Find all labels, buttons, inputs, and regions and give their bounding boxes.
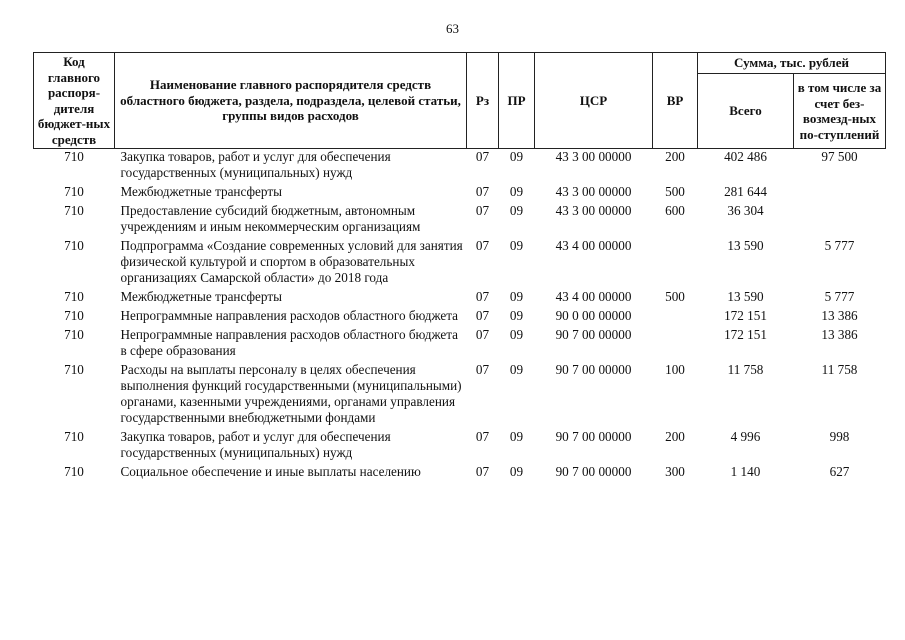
table-row bbox=[34, 429, 886, 464]
cell-free: 627 bbox=[829, 464, 850, 479]
cell-pr: 09 bbox=[509, 203, 524, 218]
cell-rz: 07 bbox=[475, 362, 490, 377]
cell-rz: 07 bbox=[475, 149, 490, 164]
cell-pr: 09 bbox=[509, 238, 524, 253]
cell-total: 4 996 bbox=[730, 429, 761, 444]
cell-code: 710 bbox=[64, 308, 84, 323]
cell-total: 11 758 bbox=[727, 362, 764, 377]
cell-code: 710 bbox=[64, 203, 84, 218]
cell-vr: 600 bbox=[665, 203, 685, 218]
header-rz: Рз bbox=[467, 53, 499, 149]
table-row bbox=[34, 327, 886, 362]
cell-code: 710 bbox=[64, 429, 84, 444]
cell-code: 710 bbox=[64, 362, 84, 377]
cell-total: 13 590 bbox=[727, 289, 764, 304]
cell-pr: 09 bbox=[509, 464, 524, 479]
table-row bbox=[34, 464, 886, 483]
cell-csr: 90 0 00 00000 bbox=[555, 308, 632, 323]
cell-csr: 90 7 00 00000 bbox=[555, 429, 632, 444]
cell-rz: 07 bbox=[475, 184, 490, 199]
table-row bbox=[34, 238, 886, 289]
cell-name: Закупка товаров, работ и услуг для обеспечения государственных (муниципальных) нужд bbox=[120, 429, 391, 460]
table-row bbox=[34, 308, 886, 327]
table-row bbox=[34, 362, 886, 429]
cell-pr: 09 bbox=[509, 429, 524, 444]
cell-vr: 300 bbox=[665, 464, 685, 479]
cell-total: 402 486 bbox=[724, 149, 767, 164]
cell-name: Предоставление субсидий бюджетным, автономным учреждениям и иным некоммерческим организациям bbox=[120, 203, 421, 234]
cell-vr: 200 bbox=[665, 429, 685, 444]
cell-vr bbox=[653, 327, 698, 362]
cell-name: Межбюджетные трансферты bbox=[120, 289, 282, 304]
cell-free: 97 500 bbox=[821, 149, 858, 164]
table-row bbox=[34, 289, 886, 308]
cell-csr: 90 7 00 00000 bbox=[555, 362, 632, 377]
cell-free: 11 758 bbox=[821, 362, 858, 377]
cell-total: 36 304 bbox=[727, 203, 764, 218]
table-row bbox=[34, 149, 886, 185]
cell-rz: 07 bbox=[475, 327, 490, 342]
cell-free: 5 777 bbox=[824, 238, 855, 253]
cell-name: Закупка товаров, работ и услуг для обеспечения государственных (муниципальных) нужд bbox=[120, 149, 391, 180]
cell-free bbox=[794, 203, 886, 238]
cell-vr bbox=[653, 238, 698, 289]
header-code: Код главного распоря-дителя бюджет-ных средств bbox=[34, 53, 115, 149]
cell-code: 710 bbox=[64, 238, 84, 253]
table-row bbox=[34, 184, 886, 203]
cell-name: Межбюджетные трансферты bbox=[120, 184, 282, 199]
cell-rz: 07 bbox=[475, 289, 490, 304]
cell-pr: 09 bbox=[509, 289, 524, 304]
cell-rz: 07 bbox=[475, 464, 490, 479]
cell-vr: 200 bbox=[665, 149, 685, 164]
cell-csr: 43 4 00 00000 bbox=[555, 238, 632, 253]
header-vr: ВР bbox=[653, 53, 698, 149]
cell-total: 281 644 bbox=[724, 184, 767, 199]
cell-total: 1 140 bbox=[730, 464, 761, 479]
cell-pr: 09 bbox=[509, 308, 524, 323]
cell-code: 710 bbox=[64, 289, 84, 304]
cell-vr: 100 bbox=[665, 362, 685, 377]
cell-total: 172 151 bbox=[724, 327, 767, 342]
header-pr: ПР bbox=[499, 53, 535, 149]
header-name: Наименование главного распорядителя средств областного бюджета, раздела, подраздела, целевой статьи, группы видов расходов bbox=[115, 53, 467, 149]
cell-code: 710 bbox=[64, 184, 84, 199]
cell-vr: 500 bbox=[665, 184, 685, 199]
page-number: 63 bbox=[446, 21, 459, 36]
cell-free: 5 777 bbox=[824, 289, 855, 304]
cell-vr: 500 bbox=[665, 289, 685, 304]
cell-free: 13 386 bbox=[821, 327, 858, 342]
cell-name: Социальное обеспечение и иные выплаты населению bbox=[120, 464, 421, 479]
header-sum: Сумма, тыс. рублей bbox=[698, 53, 886, 74]
cell-pr: 09 bbox=[509, 327, 524, 342]
cell-code: 710 bbox=[64, 464, 84, 479]
cell-free bbox=[794, 184, 886, 203]
cell-code: 710 bbox=[64, 327, 84, 342]
cell-csr: 43 3 00 00000 bbox=[555, 149, 632, 164]
cell-pr: 09 bbox=[509, 184, 524, 199]
cell-csr: 90 7 00 00000 bbox=[555, 327, 632, 342]
cell-vr bbox=[653, 308, 698, 327]
cell-name: Расходы на выплаты персоналу в целях обеспечения выполнения функций государственными (муниципальными) органами, казенными учреждениями, органами управления государственными внебюджетными фондами bbox=[120, 362, 462, 425]
cell-csr: 43 3 00 00000 bbox=[555, 203, 632, 218]
cell-csr: 43 3 00 00000 bbox=[555, 184, 632, 199]
budget-table bbox=[33, 52, 886, 483]
cell-free: 998 bbox=[829, 429, 850, 444]
header-csr: ЦСР bbox=[535, 53, 653, 149]
table-row bbox=[34, 203, 886, 238]
cell-pr: 09 bbox=[509, 149, 524, 164]
cell-rz: 07 bbox=[475, 429, 490, 444]
cell-total: 172 151 bbox=[724, 308, 767, 323]
cell-rz: 07 bbox=[475, 308, 490, 323]
header-total: Всего bbox=[698, 74, 794, 149]
cell-name: Непрограммные направления расходов областного бюджета в сфере образования bbox=[120, 327, 459, 358]
cell-pr: 09 bbox=[509, 362, 524, 377]
cell-csr: 90 7 00 00000 bbox=[555, 464, 632, 479]
cell-name: Непрограммные направления расходов областного бюджета bbox=[120, 308, 459, 323]
cell-name: Подпрограмма «Создание современных условий для занятия физической культурой и спортом в образовательных организациях Самарской области» до 2018 года bbox=[120, 238, 463, 285]
header-free: в том числе за счет без-возмезд-ных по-ступлений bbox=[794, 74, 886, 149]
cell-code: 710 bbox=[64, 149, 84, 164]
cell-total: 13 590 bbox=[727, 238, 764, 253]
cell-csr: 43 4 00 00000 bbox=[555, 289, 632, 304]
cell-free: 13 386 bbox=[821, 308, 858, 323]
table-body bbox=[34, 149, 886, 484]
cell-rz: 07 bbox=[475, 238, 490, 253]
cell-rz: 07 bbox=[475, 203, 490, 218]
